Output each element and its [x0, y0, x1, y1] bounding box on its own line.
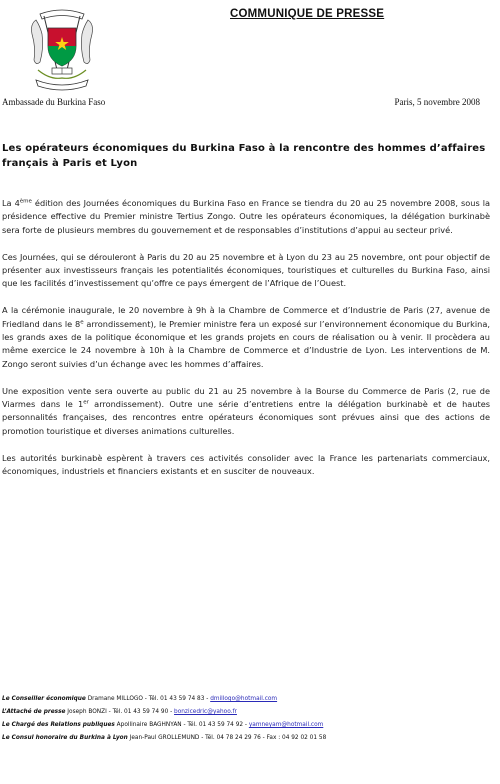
contact-detail: Jean-Paul GROLLEMUND - Tél. 04 78 24 29 76 - Fax : 04 92 02 01 58: [127, 735, 327, 741]
contact-role: Le Chargé des Relations publiques: [2, 722, 115, 728]
meta-row: [2, 97, 480, 107]
sender: Ambassade du Burkina Faso: [2, 97, 106, 107]
paragraph-4-end: arrondissement). Outre une série d’entretiens entre la délégation burkinabè et de hautes personnalités françaises, des rencontres entre opérateurs économiques sont prévues ainsi que des actions de promotion touristique et diverses animations culturelles.: [2, 399, 491, 436]
paragraph-2: Ces Journées, qui se dérouleront à Paris du 20 au 25 novembre et à Lyon du 23 au 25 novembre, ont pour objectif de présenter aux investisseurs français les potentialités économiques, touristiques et culturelles du Burkina Faso, ainsi que les facilités d’investissement qu’offre ce pays émergent de l’Afrique de l’Ouest.: [2, 251, 490, 289]
contact-line: [2, 732, 496, 745]
contact-detail: Joseph BONZI - Tél. 01 43 59 74 90 -: [65, 709, 175, 715]
article-body: [2, 197, 490, 492]
place-date: Paris, 5 novembre 2008: [394, 97, 480, 107]
contact-line: [2, 706, 496, 719]
press-release-title: COMMUNIQUE DE PRESSE: [230, 8, 385, 20]
ordinal-superscript: e: [80, 318, 84, 325]
paragraph-3: [2, 304, 490, 371]
contact-email-link[interactable]: dmillogo@hotmail.com: [210, 696, 278, 702]
ordinal-superscript: er: [83, 399, 89, 406]
paragraph-3-start: A la cérémonie inaugurale, le 20 novembre à 9h à la Chambre de Commerce et d’Industrie de Paris (27, avenue de Friedland dans le 8: [2, 305, 490, 329]
contacts-block: [2, 693, 496, 745]
contact-role: Le Consul honoraire du Burkina à Lyon: [2, 735, 128, 741]
contact-detail: Apollinaire BAGHNYAN - Tél. 01 43 59 74 92 -: [114, 722, 249, 728]
paragraph-5: Les autorités burkinabè espèrent à travers ces activités consolider avec la France les partenariats commerciaux, économiques, industriels et financiers existants et en susciter de nouveaux.: [2, 452, 490, 477]
contact-email-link[interactable]: bonzicedric@yahoo.fr: [174, 709, 237, 715]
contact-role: Le Conseiller économique: [2, 696, 86, 702]
ordinal-superscript: ème: [19, 198, 32, 205]
contact-role: L’Attaché de presse: [2, 709, 66, 715]
paragraph-4-start: Une exposition vente sera ouverte au public du 21 au 25 novembre à la Bourse du Commerce de Paris (2, rue de Viarmes dans le 1: [2, 385, 490, 410]
contact-line: [2, 693, 496, 706]
paragraph-3-end: arrondissement), le Premier ministre fera un exposé sur l’environnement économique du Burkina, les grands axes de la politique économique et les grands projets en cours de réalisation ou à venir. Il procèdera au même exercice le 24 novembre à 10h à la Chambre de Commerce et d’Industrie de Lyon. Les interventions de M. Zongo seront suivies d’un échange avec les hommes d’affaires.: [2, 318, 490, 369]
contact-email-link[interactable]: yamneyam@hotmail.com: [248, 722, 324, 728]
coat-of-arms-icon: [26, 4, 98, 94]
headline: Les opérateurs économiques du Burkina Faso à la rencontre des hommes d’affaires français à Paris et Lyon: [2, 143, 486, 169]
paragraph-1-start: La 4: [2, 198, 20, 208]
paragraph-1-end: édition des Journées économiques du Burkina Faso en France se tiendra du 20 au 25 novembre 2008, sous la présidence effective du Premier ministre Tertius Zongo. Outre les opérateurs économiques, la délégation burkinabè sera forte de plusieurs membres du gouvernement et de responsables d’institutions d’appui au secteur privé.: [2, 198, 491, 235]
contact-line: [2, 719, 496, 732]
paragraph-4: [2, 385, 490, 439]
paragraph-1: [2, 197, 490, 237]
contact-detail: Dramane MILLOGO - Tél. 01 43 59 74 83 -: [85, 696, 211, 702]
